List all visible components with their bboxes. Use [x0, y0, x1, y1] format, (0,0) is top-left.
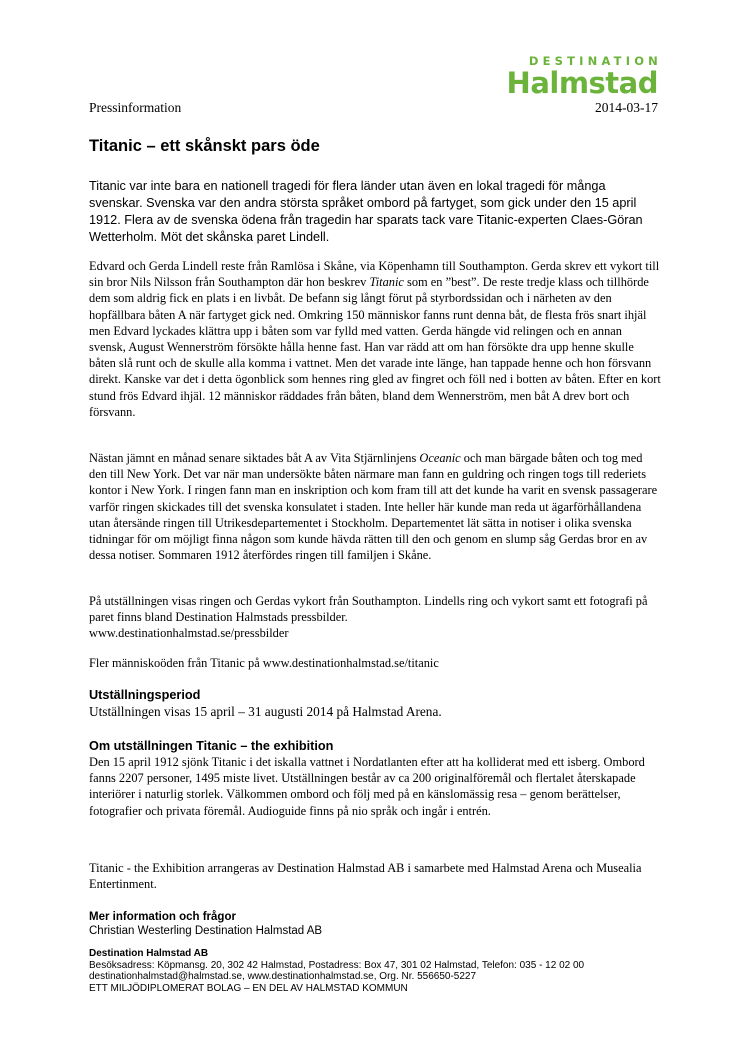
p2-emphasis: Oceanic — [419, 451, 461, 465]
press-label: Pressinformation — [89, 100, 182, 115]
page-title: Titanic – ett skånskt pars öde — [89, 137, 320, 155]
footer-tagline: ETT MILJÖDIPLOMERAT BOLAG – EN DEL AV HALMSTAD KOMMUN — [89, 982, 408, 994]
p1-text-a: Edvard och Gerda Lindell reste från Ramlösa i Skåne, via Köpenhamn till Southampton. Gerda skrev ett vykort till sin bror Nils Nilsson från Southampton där hon beskrev — [89, 259, 660, 290]
lead-paragraph: Titanic var inte bara en nationell tragedi för flera länder utan även en lokal tragedi för många svenskar. Svenska var den andra största språket ombord på fartyget, som gick under den 15 april 1912. Flera av de svenska ödena från tragedin har sparats tack vare Titanic-experten Claes-Göran Wetterholm. Möt det skånska paret Lindell. — [89, 179, 643, 244]
p3-text: På utställningen visas ringen och Gerdas vykort från Southampton. Lindells ring och vykort samt ett fotografi på paret finns bland Destination Halmstads pressbilder. — [89, 594, 648, 625]
contact-block — [89, 910, 322, 938]
p1-text-b: som en ”best”. De reste tredje klass och tillhörde dem som aldrig fick en plats i en livbåt. De befann sig långt förut på styrbordssidan och i närheten av den hopfällbara båten A när fartyget gick ned. Omkring 150 människor fanns runt denna båt, de flesta frös snart ihjäl men Edvard lyckades klättra upp i båten som var fylld med vatten. Gerda hängde vid relingen och en annan svensk, August Wennerström försökte hålla henne fast. Han var rädd att om han försökte dra upp henne skulle båten slå runt och de skulle alla komma i vattnet. Men det varade inte länge, han tappade henne och hon försvann direkt. Kanske var det i detta ögonblick som hennes ring gled av fingret och föll ned i botten av båten. Efter en kort stund frös Edvard ihjäl. 12 människor räddades från båten, bland dem Wennerström, men båt A drev bort och försvann. — [89, 275, 661, 419]
destination-halmstad-logo — [506, 54, 662, 100]
p2-text-b: och man bärgade båten och tog med den till New York. Det var när man undersökte båten närmare man fann en guldring och ringen togs till rederiets kontor i New York. I ringen fann man en inskription och kom fram till att det kunde ha varit en svensk passagerare varför ringen skickades till det svenska konsulatet i staden. Inte heller här kunde man reda ut ägarförhållandena utan återsände ringen till Utrikesdepartementet i Stockholm. Departementet lät sätta in notiser i olika svenska tidningar för om möjligt finna någon som kunde hävda rätten till den och genom en slump såg Gerdas bror en av dessa notiser. Sommaren 1912 återfördes ringen till familjen i Skåne. — [89, 451, 658, 563]
p1-emphasis: Titanic — [369, 275, 404, 290]
about-exhibition-text: Den 15 april 1912 sjönk Titanic i det iskalla vattnet i Nordatlanten efter att ha kolliderat med ett isberg. Ombord fanns 2207 personer, 1495 miste livet. Utställningen består av ca 200 originalföremål och flertalet återskapade interiörer i naturlig storlek. Välkommen ombord och följ med på en känslomässig resa – genom berättelser, fotografier och privata föremål. Audioguide finns på nio språk och ingår i entrén. — [89, 755, 645, 818]
exhibition-period-heading: Utställningsperiod — [89, 688, 201, 702]
logo-main-text: Halmstad — [506, 66, 658, 100]
contact-person: Christian Westerling Destination Halmstad AB — [89, 925, 323, 937]
footer-web: destinationhalmstad@halmstad.se, www.destinationhalmstad.se, Org. Nr. 556650-5227 — [89, 971, 477, 983]
footer-address: Besöksadress: Köpmansg. 20, 302 42 Halmstad, Postadress: Box 47, 301 02 Halmstad, Telefon: 035 - 12 02 00 — [89, 959, 585, 971]
story-paragraph-2 — [89, 450, 661, 563]
organizer-paragraph: Titanic - the Exhibition arrangeras av Destination Halmstad AB i samarbete med Halmstad Arena och Musealia Entertinment. — [89, 861, 642, 892]
logo-top-text: DESTINATION — [528, 54, 662, 68]
contact-heading: Mer information och frågor — [89, 911, 236, 923]
about-exhibition-heading: Om utställningen Titanic – the exhibition — [89, 739, 334, 753]
footer-company: Destination Halmstad AB — [89, 948, 209, 959]
press-images-paragraph — [89, 593, 661, 642]
footer — [89, 948, 584, 994]
more-stories-paragraph: Fler människoöden från Titanic på www.destinationhalmstad.se/titanic — [89, 656, 439, 670]
p2-text-a: Nästan jämnt en månad senare siktades båt A av Vita Stjärnlinjens — [89, 451, 420, 465]
exhibition-period-text: Utställningen visas 15 april – 31 augusti 2014 på Halmstad Arena. — [89, 704, 442, 719]
release-date: 2014-03-17 — [595, 100, 658, 115]
press-images-link[interactable]: www.destinationhalmstad.se/pressbilder — [89, 626, 289, 641]
story-paragraph-1 — [89, 258, 661, 420]
